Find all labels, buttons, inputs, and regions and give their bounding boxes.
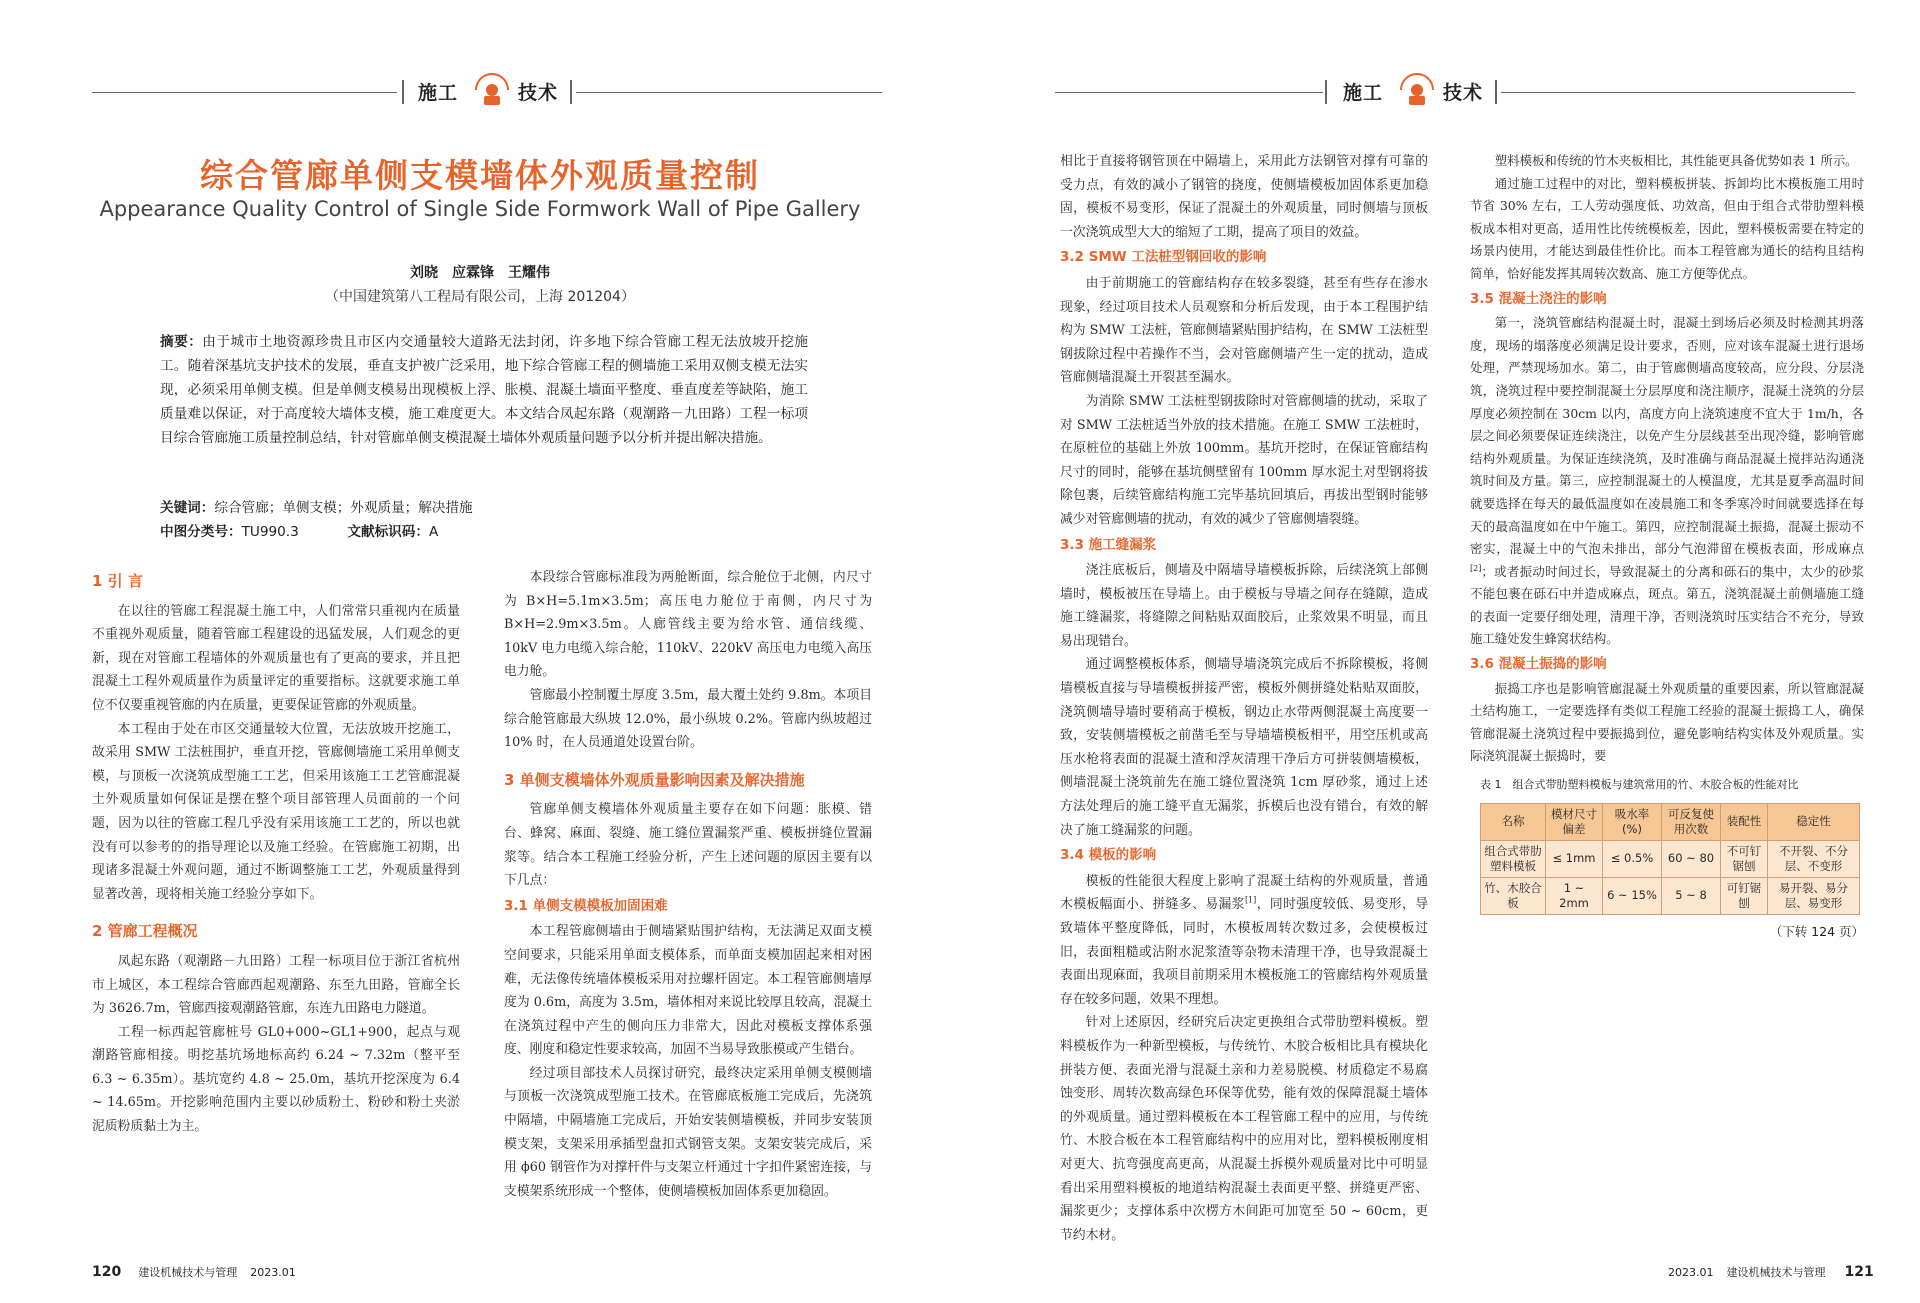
paragraph — [1470, 312, 1864, 651]
paragraph: 管廊单侧支模墙体外观质量主要存在如下问题：胀模、错台、蜂窝、麻面、裂缝、施工缝位置漏浆严重、模板拼缝位置漏浆等。结合本工程施工经验分析，产生上述问题的原因主要有以下几点： — [504, 802, 872, 889]
right-page-column-2 — [1470, 150, 1864, 943]
paragraph: 振捣工序也是影响管廊混凝土外观质量的重要因素，所以管廊混凝土结构施工，一定要选择有类似工程施工经验的混凝土振捣工人，确保管廊混凝土浇筑过程中要振捣到位，避免影响结构实体及外观质量。实际浇筑混凝土振捣时，要 — [1470, 680, 1864, 764]
paragraph: 由于前期施工的管廊结构存在较多裂缝，甚至有些存在渗水现象，经过项目技术人员观察和分析后发现，由于本工程围护结构为 SMW 工法桩，管廊侧墙紧贴围护结构，在 SMW 工法桩型钢拔除过程中若操作不当，会对管廊侧墙产生一定的扰动，造成管廊侧墙混凝土开裂甚至漏水。 — [1060, 275, 1428, 386]
paragraph: 本工程管廊侧墙由于侧墙紧贴围护结构，无法满足双面支模空间要求，只能采用单面支模体系，而单面支模加固起来相对困难，无法像传统墙体模板采用对拉螺杆固定。本工程管廊侧墙厚度为 0.6m，高度为 3.5m，墙体相对来说比较厚且较高，混凝土在浇筑过程中产生的侧向压力非常大，因此对模板支撑体系强度、刚度和稳定性要求较高，加固不当易导致胀模或产生错台。 — [504, 924, 872, 1058]
authors: 刘晓 应霖锋 王耀伟 — [410, 265, 550, 281]
paragraph: 本段综合管廊标准段为两舱断面，综合舱位于北侧，内尺寸为 B×H=5.1m×3.5m；高压电力舱位于南侧，内尺寸为 B×H=2.9m×3.5m。人廊管线主要为给水管、通信线缆、10kV 电力电缆入综合舱，110kV、220kV 高压电力电缆入高压电力舱。 — [504, 570, 872, 680]
classification-label: 中图分类号： — [160, 524, 242, 540]
table-cell: 可钉锯刨 — [1721, 877, 1768, 914]
classification — [160, 520, 808, 544]
table-row — [1481, 877, 1860, 914]
table-row — [1481, 840, 1860, 877]
table-cell: 不开裂、不分层、不变形 — [1768, 840, 1860, 877]
paragraph: 在以往的管廊工程混凝土施工中，人们常常只重视内在质量不重视外观质量，随着管廊工程建设的迅猛发展，人们观念的更新，现在对管廊工程墙体的外观质量也有了更高的要求，并且把混凝土工程外观质量作为质量评定的重要指标。这就要求施工单位不仅要重视管廊的内在质量，更要保证管廊的外观质量。 — [92, 603, 460, 713]
section-3-5-heading: 3.5 混凝土浇注的影响 — [1470, 290, 1607, 307]
page-number-right: 121 — [1844, 1264, 1874, 1280]
table-header-cell: 稳定性 — [1768, 803, 1860, 840]
paragraph: 塑料模板和传统的竹木夹板相比，其性能更具备优势如表 1 所示。 — [1494, 153, 1858, 168]
page-number-left: 120 — [92, 1264, 122, 1280]
right-page-column-1 — [1060, 150, 1428, 1247]
article-title-en: Appearance Quality Control of Single Side Formwork Wall of Pipe Gallery — [99, 197, 861, 221]
table-cell: 5 ~ 8 — [1662, 877, 1721, 914]
paragraph-text: ；或者振动时间过长，导致混凝土的分离和砾石的集中，太少的砂浆不能包裹在砾石中并造成麻点，斑点。第五，浇筑混凝土前侧墙施工缝的表面一定要仔细处理，清理干净，否则浇筑时压实结合不充分，导致施工缝处发生蜂窝状结构。 — [1470, 563, 1864, 647]
paragraph: 本工程由于处在市区交通量较大位置，无法放坡开挖施工，故采用 SMW 工法桩围护，垂直开挖，管廊侧墙施工采用单侧支模，与顶板一次浇筑成型施工工艺，但采用该施工工艺管廊混凝土外观质量如何保证是摆在整个项目部管理人员面前的一个问题，因为以往的管廊工程几乎没有采用该施工工艺的，所以也就没有可以参考的的指导理论以及施工经验。在管廊施工初期，出现诸多混凝土外观问题，通过不断调整施工工艺，外观质量得到显著改善，现将相关施工经验分享如下。 — [92, 721, 460, 902]
continued-note: （下转 124 页） — [1769, 923, 1864, 939]
table-header-cell: 可反复使用次数 — [1662, 803, 1721, 840]
table-cell: 60 ~ 80 — [1662, 840, 1721, 877]
paragraph: 浇注底板后，侧墙及中隔墙导墙模板拆除，后续浇筑上部侧墙时，模板被压在导墙上。由于模板与导墙之间存在缝隙，造成施工缝漏浆，将缝隙之间粘贴双面胶后，止浆效果不明显，而且易出现错台。 — [1060, 563, 1428, 649]
paragraph: 通过调整模板体系，侧墙导墙浇筑完成后不拆除模板，将侧墙模板直接与导墙模板拼接严密，模板外侧拼缝处粘贴双面胶，浇筑侧墙导墙时要稍高于模板，钢边止水带两侧混凝土高度要一致，安装侧墙模板之前凿毛至与导墙墙模板相平，用空压机或高压水枪将表面的混凝土渣和浮灰清理干净后方可拼装侧墙模板，侧墙混凝土浇筑前先在施工缝位置浇筑 1cm 厚砂浆，通过上述方法处理后的施工缝平直无漏浆，拆模后也没有错台，有效的解决了施工缝漏浆的问题。 — [1060, 657, 1428, 838]
header-left-word1: 施工 — [418, 82, 459, 104]
table-cell: 6 ~ 15% — [1603, 877, 1662, 914]
table-cell: 1 ~ 2mm — [1546, 877, 1603, 914]
table-header-cell: 名称 — [1481, 803, 1546, 840]
paragraph: 相比于直接将钢管顶在中隔墙上，采用此方法钢管对撑有可靠的受力点，有效的减小了钢管的挠度，使侧墙模板加固体系更加稳固，模板不易变形，保证了混凝土的外观质量，同时侧墙与顶板一次浇筑成型大大的缩短了工期，提高了项目的效益。 — [1060, 154, 1428, 240]
paragraph: 经过项目部技术人员探讨研究，最终决定采用单侧支模侧墙与顶板一次浇筑成型施工技术。在管廊底板施工完成后，先浇筑中隔墙，中隔墙施工完成后，开始安装侧墙模板，并同步安装顶模支架，支架采用承插型盘扣式钢管支架。支架安装完成后，采用 ϕ60 钢管作为对撑杆件与支架立杆通过十字扣件紧密连接，与支模架系统形成一个整体，使侧墙模板加固体系更加稳固。 — [504, 1065, 872, 1199]
table-1-caption: 表 1 组合式带肋塑料模板与建筑常用的竹、木胶合板的性能对比 — [1480, 778, 1799, 792]
header-right-word1: 施工 — [1343, 82, 1384, 104]
section-3-4-heading: 3.4 模板的影响 — [1060, 847, 1157, 864]
citation-ref: [1] — [1244, 896, 1257, 906]
paragraph-text: 模板的性能很大程度上影响了混凝土结构的外观质量，普通木模板幅面小、拼缝多、易漏浆 — [1060, 873, 1428, 913]
table-cell: 不可钉锯刨 — [1721, 840, 1768, 877]
issue-left: 2023.01 — [250, 1266, 296, 1279]
left-page-column-2 — [504, 566, 872, 1203]
paragraph: 工程一标西起管廊桩号 GL0+000~GL1+900，起点与观潮路管廊相接。明挖基坑场地标高约 6.24 ~ 7.32m（整平至 6.3 ~ 6.35m）。基坑宽约 4.8 ~ 25.0m，基坑开挖深度为 6.4 ~ 14.65m。开挖影响范围内主要以砂质粉土、粉砂和粉土夹淤泥质粉质黏土为主。 — [92, 1024, 460, 1135]
journal-name-left: 建设机械技术与管理 — [138, 1266, 238, 1279]
section-3-3-heading: 3.3 施工缝漏浆 — [1060, 536, 1157, 553]
table-header-cell: 模材尺寸偏差 — [1546, 803, 1603, 840]
doc-code-label: 文献标识码： — [347, 524, 429, 540]
classification-code: TU990.3 — [241, 524, 299, 540]
section-1-heading: 1 引 言 — [92, 572, 143, 590]
abstract — [160, 330, 808, 450]
worker-helmet-logo-icon — [1397, 72, 1437, 108]
paragraph-text: ，同时强度较低、易变形，导致墙体平整度降低，同时，木模板周转次数过多，会使模板过旧，表面粗糙或沾附水泥浆渣等杂物未清理干净，也导致混凝土表面出现麻面，我项目前期采用木模板施工的管廊结构外观质量存在较多问题，效果不理想。 — [1060, 897, 1429, 1007]
table-header-row — [1481, 803, 1860, 840]
table-cell: 竹、木胶合板 — [1481, 877, 1546, 914]
table-cell: 组合式带肋塑料模板 — [1481, 840, 1546, 877]
table-1 — [1480, 803, 1860, 915]
footer-left — [92, 1264, 296, 1280]
table-cell: 易开裂、易分层、易变形 — [1768, 877, 1860, 914]
section-header-left — [92, 72, 882, 112]
table-cell: ≤ 0.5% — [1603, 840, 1662, 877]
paragraph: 管廊最小控制覆土厚度 3.5m，最大覆土处约 9.8m。本项目综合舱管廊最大纵坡 12.0%，最小纵坡 0.2%。管廊内纵坡超过 10% 时，在人员通道处设置台阶。 — [504, 687, 872, 751]
section-header-right — [1055, 72, 1855, 112]
table-header-cell: 装配性 — [1721, 803, 1768, 840]
journal-name-right: 建设机械技术与管理 — [1726, 1266, 1826, 1279]
table-header-cell: 吸水率(%) — [1603, 803, 1662, 840]
issue-right: 2023.01 — [1668, 1266, 1714, 1279]
section-3-6-heading: 3.6 混凝土振捣的影响 — [1470, 656, 1607, 673]
section-2-heading: 2 管廊工程概况 — [92, 922, 198, 941]
footer-right — [1668, 1264, 1874, 1280]
table-cell: ≤ 1mm — [1546, 840, 1603, 877]
header-right-word2: 技术 — [1443, 82, 1484, 104]
citation-ref: [2] — [1470, 563, 1482, 573]
affiliation: （中国建筑第八工程局有限公司，上海 201204） — [325, 289, 635, 305]
worker-helmet-logo-icon — [472, 72, 512, 108]
paragraph — [1060, 870, 1428, 1012]
keywords — [160, 496, 808, 520]
section-3-heading: 3 单侧支模墙体外观质量影响因素及解决措施 — [504, 770, 805, 789]
article-title: 综合管廊单侧支模墙体外观质量控制 — [200, 156, 760, 195]
abstract-label: 摘要： — [160, 334, 203, 350]
paragraph: 为消除 SMW 工法桩型钢拔除时对管廊侧墙的扰动，采取了对 SMW 工法桩适当外放的技术措施。在施工 SMW 工法桩时，在原桩位的基础上外放 100mm。基坑开挖时，在保证管廊结构尺寸的同时，能够在基坑侧壁留有 100mm 厚水泥土对型钢将拔除包裹，后续管廊结构施工完毕基坑回填后，再拔出型钢时能够减少对管廊侧墙的扰动，有效的减少了管廊侧墙裂缝。 — [1060, 393, 1428, 527]
paragraph: 针对上述原因，经研究后决定更换组合式带肋塑料模板。塑料模板作为一种新型模板，与传统竹、木胶合板相比具有模块化拼装方便、表面光滑与混凝土亲和力差易脱模、材质稳定不易腐蚀变形、周转次数高绿色环保等优势，能有效的保障混凝土墙体的外观质量。通过塑料模板在本工程管廊工程中的应用，与传统竹、木胶合板在本工程管廊结构中的应用对比，塑料模板刚度相对更大、抗弯强度高更高，从混凝土拆模外观质量对比中可明显看出采用塑料模板的地道结构混凝土表面更平整、拼缝更严密、漏浆更少；支撑体系中次楞方木间距可加宽至 50 ~ 60cm，更节约木材。 — [1060, 1015, 1428, 1243]
left-page-column-1 — [92, 560, 460, 1139]
doc-code: A — [428, 524, 439, 540]
keywords-text: 综合管廊；单侧支模；外观质量；解决措施 — [214, 500, 473, 516]
paragraph-text: 第一，浇筑管廊结构混凝土时，混凝土到场后必须及时检测其坍落度，现场的塌落度必须满足设计要求，否则，应对该车混凝土进行退场处理，严禁现场加水。第二，由于管廊侧墙高度较高，应分段、分层浇筑，浇筑过程中要控制混凝土分层厚度和浇注顺序，混凝土浇筑的分层厚度必须控制在 30cm 以内，高度方向上浇筑速度不宜大于 1m/h，各层之间必须要保证连续浇注，以免产生分层线甚至出现冷缝，影响管廊结构外观质量。为保证连续浇筑，及时准确与商品混凝土搅拌站沟通浇筑时间及方量。第三，应控制混凝土的人模温度，尤其是夏季高温时间就要选择在每天的最低温度如在凌晨施工和冬季寒冷时间就要选择在每天的最高温度如在中午施工。第四，应控制混凝土振捣，混凝土振动不密实，混凝土中的气泡未排出，部分气泡滞留在模板表面，形成麻点 — [1470, 315, 1864, 557]
section-3-1-heading: 3.1 单侧支模模板加固困难 — [504, 897, 668, 914]
keywords-label: 关键词： — [160, 500, 215, 516]
section-3-2-heading: 3.2 SMW 工法桩型钢回收的影响 — [1060, 249, 1267, 266]
header-left-word2: 技术 — [518, 82, 559, 104]
paragraph: 凤起东路（观潮路－九田路）工程一标项目位于浙江省杭州市上城区，本工程综合管廊西起观潮路、东至九田路，管廊全长为 3626.7m，管廊西接观潮路管廊，东连九田路电力隧道。 — [92, 953, 460, 1017]
page-right — [960, 0, 1920, 1303]
paragraph: 通过施工过程中的对比，塑料模板拼装、拆卸均比木模板施工用时节省 30% 左右，工人劳动强度低、功效高，但由于组合式带肋塑料模板成本相对更高，适用性比传统模板差，因此，塑料模板需要在特定的场景内使用，才能达到最佳性价比。而本工程管廊为通长的结构且结构简单，恰好能发挥其周转次数高、施工方便等优点。 — [1470, 175, 1864, 281]
abstract-text: 由于城市土地资源珍贵且市区内交通量较大道路无法封闭，许多地下综合管廊工程无法放坡开挖施工。随着深基坑支护技术的发展，垂直支护被广泛采用，地下综合管廊工程的侧墙施工采用双侧支模无法实现，必须采用单侧支模。但是单侧支模易出现模板上浮、胀模、混凝土墙面平整度、垂直度差等缺陷，施工质量难以保证，对于高度较大墙体支模，施工难度更大。本文结合凤起东路（观潮路－九田路）工程一标项目综合管廊施工质量控制总结，针对管廊单侧支模混凝土墙体外观质量问题予以分析并提出解决措施。 — [160, 334, 808, 446]
